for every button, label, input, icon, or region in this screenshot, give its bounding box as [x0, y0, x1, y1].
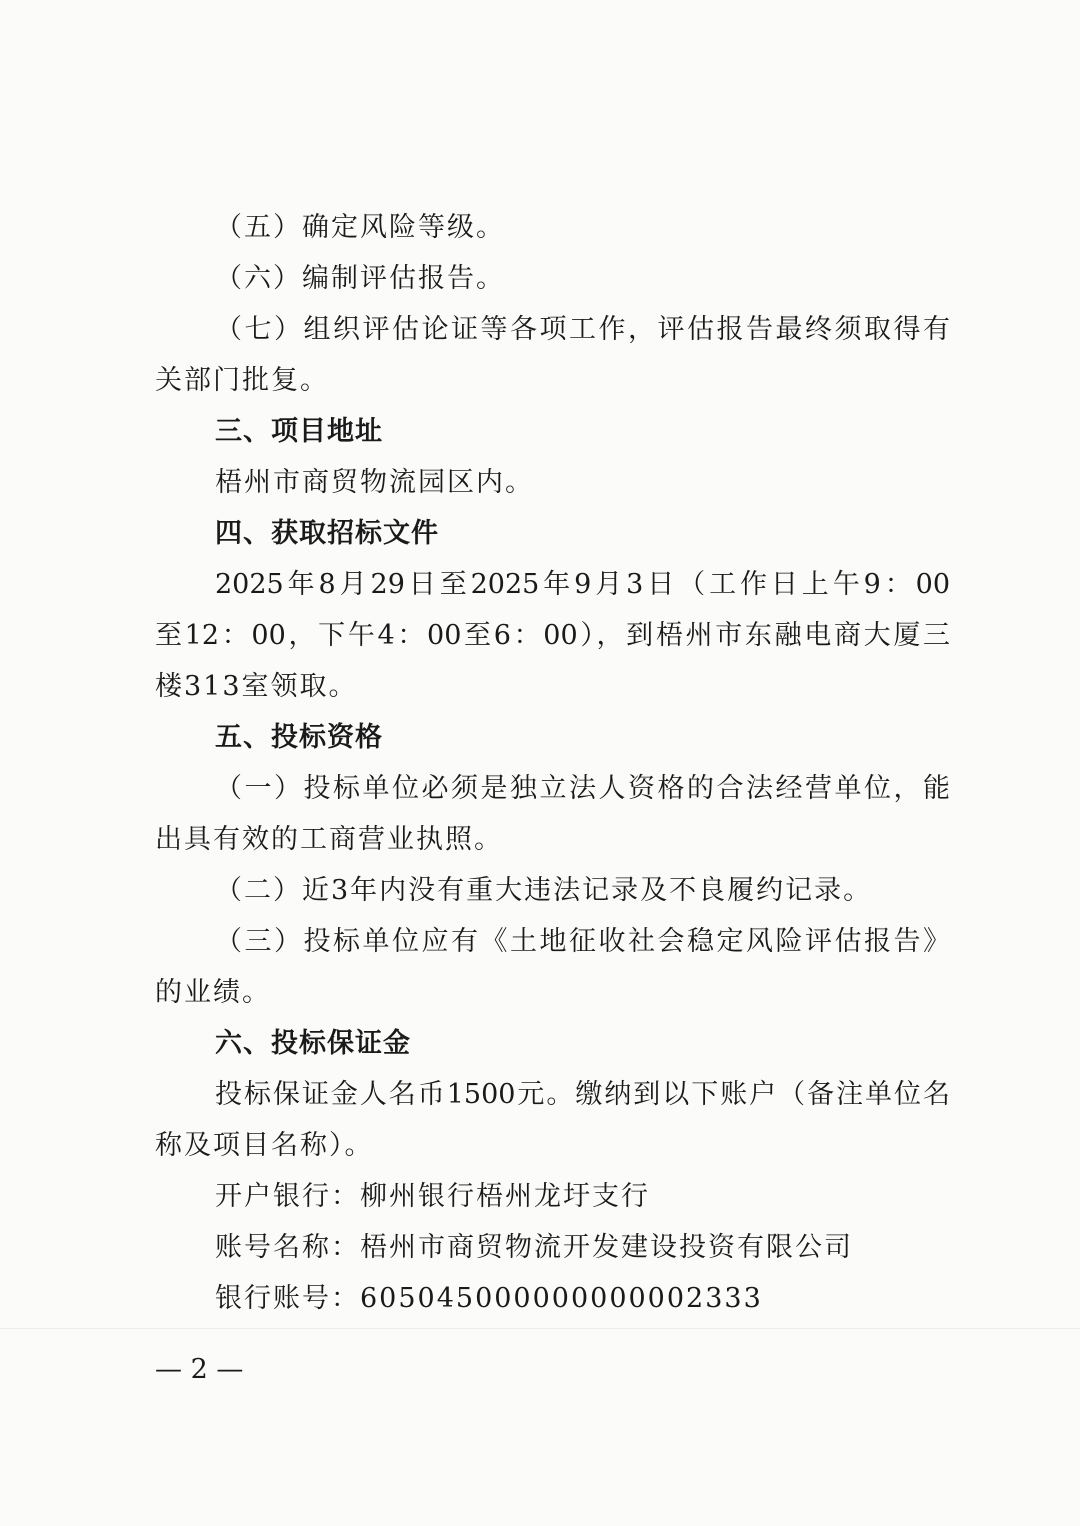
qualification-two: （二）近3年内没有重大违法记录及不良履约记录。 [215, 875, 873, 906]
heading-bid-deposit: 六、投标保证金 [215, 1028, 411, 1059]
item-five-risk-level: （五）确定风险等级。 [215, 212, 505, 243]
account-name: 账号名称：梧州市商贸物流开发建设投资有限公司 [215, 1232, 853, 1263]
bid-deposit-line-2: 称及项目名称）。 [155, 1130, 374, 1161]
item-seven-line-2: 关部门批复。 [155, 365, 329, 396]
heading-project-address: 三、项目地址 [215, 416, 383, 447]
heading-obtain-tender-documents: 四、获取招标文件 [215, 518, 439, 549]
qualification-one-line-2: 出具有效的工商营业执照。 [155, 824, 503, 855]
footer-divider [0, 1328, 1080, 1329]
heading-bidder-qualification: 五、投标资格 [215, 722, 383, 753]
account-number: 银行账号：605045000000000002333 [215, 1283, 763, 1314]
obtain-documents-line-1: 2025年8月29日至2025年9月3日（工作日上午9：00 [215, 569, 950, 600]
qualification-three-line-2: 的业绩。 [155, 977, 271, 1008]
bid-deposit-line-1: 投标保证金人名币1500元。缴纳到以下账户（备注单位名 [215, 1079, 950, 1110]
item-seven-line-1: （七）组织评估论证等各项工作，评估报告最终须取得有 [215, 314, 950, 345]
obtain-documents-line-3: 楼313室领取。 [155, 671, 358, 702]
project-address-text: 梧州市商贸物流园区内。 [215, 467, 534, 498]
qualification-three-line-1: （三）投标单位应有《土地征收社会稳定风险评估报告》 [215, 926, 950, 957]
item-six-compile-report: （六）编制评估报告。 [215, 263, 505, 294]
page-number: — 2 — [155, 1354, 244, 1385]
bank-name: 开户银行：柳州银行梧州龙圩支行 [215, 1181, 650, 1212]
obtain-documents-line-2: 至12：00，下午4：00至6：00），到梧州市东融电商大厦三 [155, 620, 950, 651]
qualification-one-line-1: （一）投标单位必须是独立法人资格的合法经营单位，能 [215, 773, 950, 804]
